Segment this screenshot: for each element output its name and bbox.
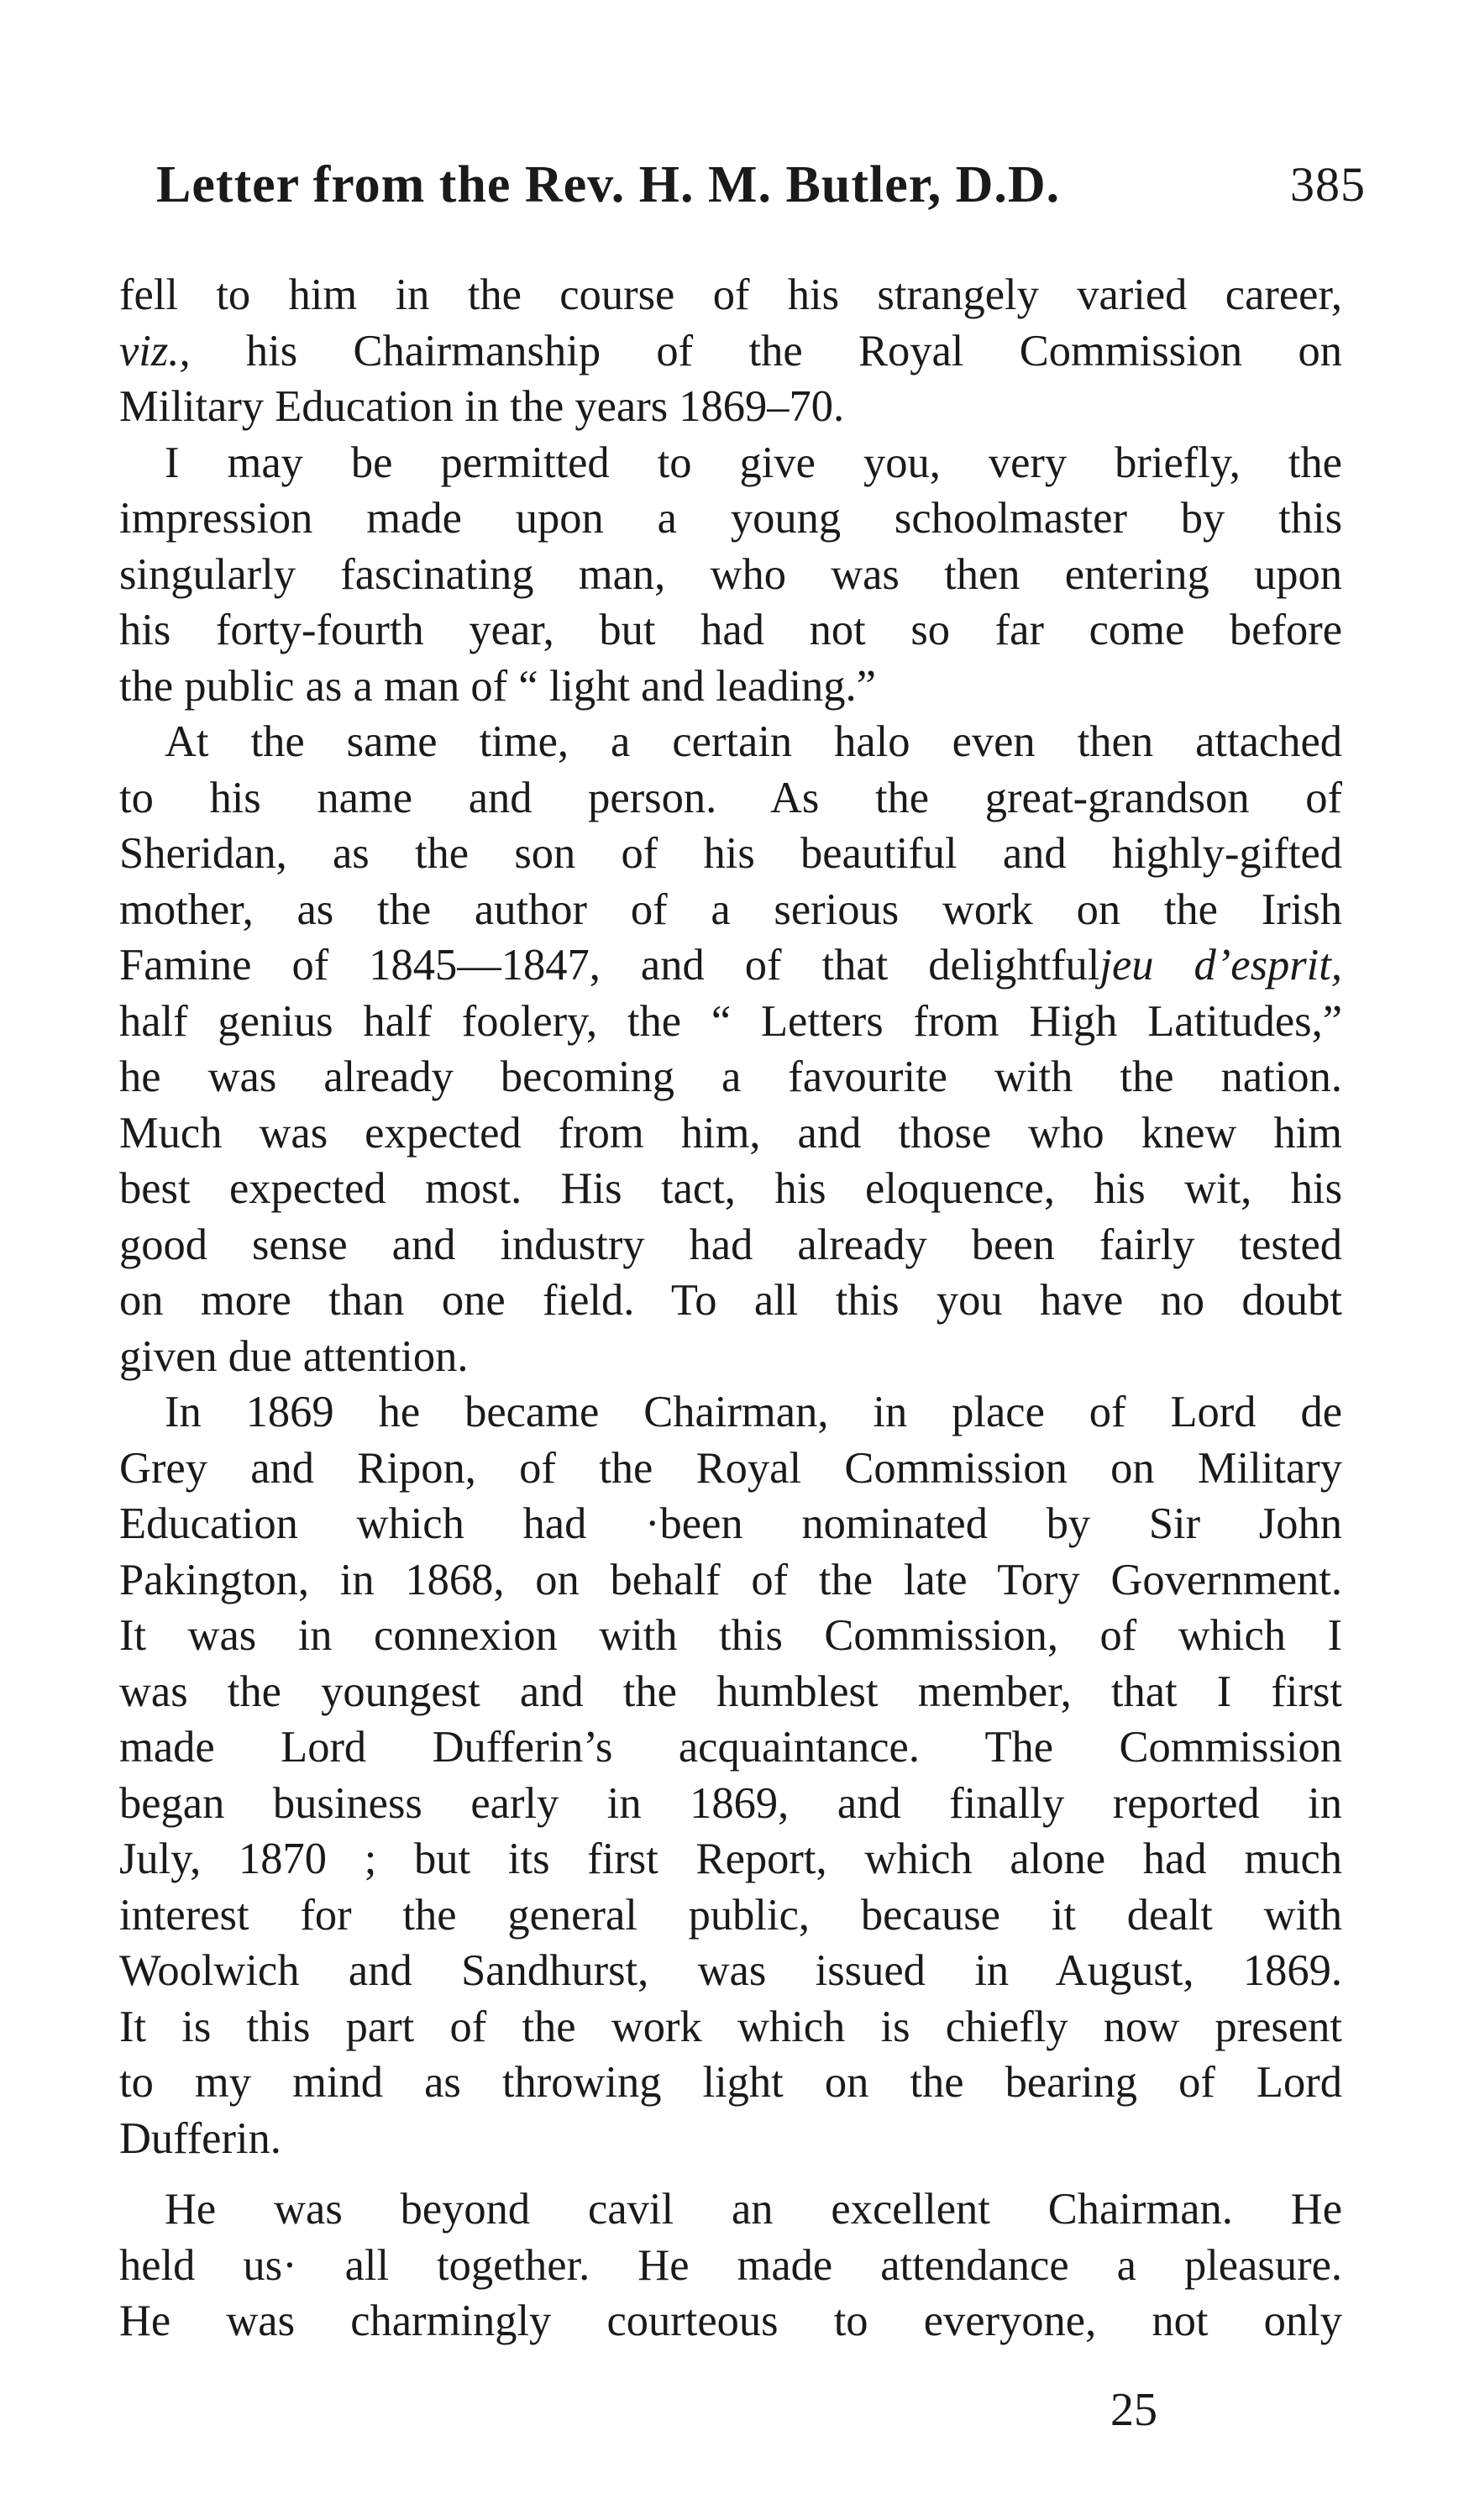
text-line: Grey and Ripon, of the Royal Commission on Military [119,1443,1342,1493]
text-line: given due attention. [119,1331,469,1381]
text-line-rest: his Chairmanship of the Royal Commission on [245,326,1342,375]
text-line: Sheridan, as the son of his beautiful and highly-gifted [119,829,1342,878]
text-line: the public as a man of “ light and leading.” [119,661,876,711]
text-line [119,323,1342,380]
text-line: to my mind as throwing light on the bearing of Lord [119,2058,1342,2107]
text-line: It was in connexion with this Commission, of which I [119,1611,1342,1660]
text-line: best expected most. His tact, his eloquence, his wit, his [119,1164,1342,1213]
text-line: impression made upon a young schoolmaster by this [119,494,1342,543]
text-line: fell to him in the course of his strangely varied career, [119,270,1342,319]
text-line: Much was expected from him, and those who knew him [119,1108,1342,1158]
text-line: Dufferin. [119,2113,281,2163]
text-line: Military Education in the years 1869–70. [119,382,845,431]
text-line: held us· all together. He made attendance a pleasure. [119,2240,1342,2290]
italic-text: viz., [119,326,191,375]
paragraph-start-line: I may be permitted to give you, very briefly, the [165,438,1342,487]
text-line [119,937,1342,994]
text-line: his forty-fourth year, but had not so far come before [119,606,1342,654]
signature-mark: 25 [1110,2384,1157,2436]
running-title: Letter from the Rev. H. M. Butler, D.D. [156,156,1061,213]
text-line: good sense and industry had already been fairly tested [119,1220,1342,1269]
text-line: interest for the general public, because it dealt with [119,1890,1342,1940]
running-head [156,151,1366,218]
text-line: to his name and person. As the great-grandson of [119,773,1342,822]
text-line: on more than one field. To all this you have no doubt [119,1276,1342,1325]
text-line: He was charmingly courteous to everyone, not only [119,2297,1342,2345]
text-line: Education which had ·been nominated by Sir John [119,1499,1342,1548]
text-line: mother, as the author of a serious work on the Irish [119,885,1342,934]
italic-text: jeu d’esprit, [1099,941,1342,990]
paragraph-start-line: He was beyond cavil an excellent Chairman. He [165,2185,1342,2234]
text-line: half genius half foolery, the “ Letters from High Latitudes,” [119,996,1342,1046]
text-line: Pakington, in 1868, on behalf of the late Tory Government. [119,1555,1342,1604]
text-line: singularly fascinating man, who was then entering upon [119,549,1342,599]
text-line-start: Famine of 1845—1847, and of that delightful [119,941,1100,990]
text-line: Woolwich and Sandhurst, was issued in August, 1869. [119,1946,1342,1995]
text-line: It is this part of the work which is chiefly now present [119,2002,1342,2051]
paragraph-start-line: In 1869 he became Chairman, in place of Lord de [165,1388,1342,1436]
text-line: made Lord Dufferin’s acquaintance. The Commission [119,1723,1342,1772]
text-line: he was already becoming a favourite with the nation. [119,1053,1342,1101]
paragraph-start-line: At the same time, a certain halo even then attached [165,717,1342,766]
text-line: began business early in 1869, and finally reported in [119,1778,1342,1828]
text-line: July, 1870 ; but its first Report, which alone had much [119,1835,1342,1883]
body-text [119,267,1342,2349]
text-line: was the youngest and the humblest member, that I first [119,1667,1342,1716]
page-number: 385 [1290,157,1366,212]
